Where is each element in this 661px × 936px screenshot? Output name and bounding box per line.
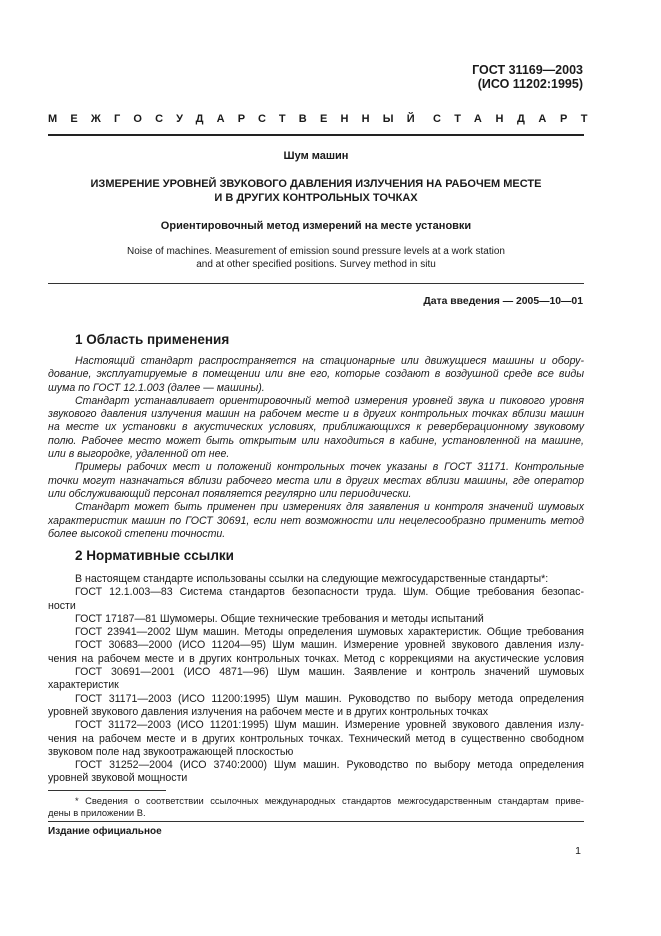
page-number: 1: [575, 845, 581, 857]
banner-rule: [48, 134, 584, 136]
english-title-line2: and at other specified positions. Survey method in situ: [196, 259, 436, 270]
method-title: Ориентировочный метод измерений на месте установки: [160, 220, 472, 232]
s1-line: Примеры рабочих мест и положений контрольных точек указаны в ГОСТ 31171. Контрольные: [75, 461, 584, 474]
title-rule: [48, 283, 584, 284]
s2-line: характеристик: [48, 679, 119, 692]
section2-body: [48, 573, 584, 786]
s1-line: более высокой степени точности.: [48, 527, 226, 540]
s1-line: Настоящий стандарт распространяется на стационарные или движущиеся машины и обору-: [75, 355, 584, 367]
s2-line: чения на рабочем месте и в других контрольных точках. Технический метод в существенно свободном: [48, 732, 584, 745]
s2-line: ГОСТ 30683—2000 (ИСО 11204—95) Шум машин. Измерение уровней звукового давления излу-: [75, 639, 584, 652]
section1-body: [48, 355, 584, 541]
banner-right: СТАНДАРТ: [433, 113, 602, 125]
s1-line: точки могут назначаться вблизи рабочего места или в других местах вблизи машины, где оператор: [48, 474, 584, 487]
s2-line: ГОСТ 30691—2001 (ИСО 4871—96) Шум машин. Заявление и контроль значений шумовых: [75, 666, 584, 679]
standard-code-line1: ГОСТ 31169—2003: [472, 63, 583, 77]
footnote-bottom-rule: [48, 821, 584, 822]
subject-title: Шум машин: [283, 150, 349, 162]
s1-line: на месте их установки в акустических условиях, приближающихся к реверберационному звуковому: [48, 421, 584, 434]
s1-line: полю. Рабочее место может быть открытым или находиться в кабине, установленной на машине,: [48, 434, 584, 447]
s2-line: ГОСТ 17187—81 Шумомеры. Общие технические требования и методы испытаний: [75, 612, 484, 625]
s1-line: или обслуживающий персонал появляется регулярно или периодически.: [48, 487, 412, 500]
edition-label: Издание официальное: [48, 826, 162, 837]
s2-line: чения на рабочем месте и в других контрольных точках. Метод с коррекциями на акустические условия: [48, 652, 584, 665]
footnote: [48, 795, 584, 819]
footnote-rule: [48, 790, 166, 791]
footnote-line2: дены в приложении В.: [48, 807, 146, 818]
s1-line: характеристик машин по ГОСТ 30691, если нет возможности или нецелесообразно применить метод: [48, 514, 584, 527]
s2-line: ГОСТ 23941—2002 Шум машин. Методы определения шумовых характеристик. Общие требования: [75, 626, 584, 639]
s2-line: уровней звуковой мощности: [48, 772, 188, 785]
s1-line: шума по ГОСТ 12.1.003 (далее — машины).: [48, 381, 265, 394]
s1-line: или в выгородке, удаленной от нее.: [48, 448, 230, 461]
s2-line: ГОСТ 12.1.003—83 Система стандартов безопасности труда. Шум. Общие требования безопас-: [75, 586, 584, 599]
s1-line: звукового давления излучения машин на рабочем месте и в других контрольных точках вблизи машин: [48, 408, 584, 421]
section2-heading: 2 Нормативные ссылки: [75, 548, 234, 563]
banner: [48, 113, 602, 125]
s1-line: дование, эксплуатируемые в помещении или вне его, которые создают в воздушной среде все виды: [48, 368, 584, 381]
s2-line: звуковом поле над звукоотражающей плоскостью: [48, 745, 294, 758]
intro-date: Дата введения — 2005—10—01: [423, 296, 583, 307]
english-title: [48, 245, 584, 271]
s2-line: ГОСТ 31171—2003 (ИСО 11200:1995) Шум машин. Руководство по выбору метода определения: [75, 692, 584, 705]
s2-line: В настоящем стандарте использованы ссылки на следующие межгосударственные стандарты*:: [75, 573, 549, 585]
banner-left: МЕЖГОСУДАРСТВЕННЫЙ: [48, 113, 428, 125]
s2-line: уровней звукового давления излучения на рабочем месте и в других контрольных точках: [48, 705, 489, 718]
main-title-line2: И В ДРУГИХ КОНТРОЛЬНЫХ ТОЧКАХ: [214, 192, 418, 204]
standard-code-line2: (ИСО 11202:1995): [477, 77, 583, 91]
english-title-line1: Noise of machines. Measurement of emission sound pressure levels at a work station: [127, 246, 505, 257]
standard-code: [472, 63, 583, 91]
s1-line: Стандарт устанавливает ориентировочный метод измерения уровней звука и пикового уровня: [75, 394, 584, 407]
s2-line: ГОСТ 31252—2004 (ИСО 3740:2000) Шум машин. Руководство по выбору метода определения: [75, 759, 584, 772]
footnote-line1: * Сведения о соответствии ссылочных международных стандартов межгосударственным стандартам приве-: [75, 795, 584, 806]
s2-line: ности: [48, 599, 76, 612]
s2-line: ГОСТ 31172—2003 (ИСО 11201:1995) Шум машин. Измерение уровней звукового давления излу-: [75, 719, 584, 732]
section1-heading: 1 Область применения: [75, 332, 230, 347]
main-title-line1: ИЗМЕРЕНИЕ УРОВНЕЙ ЗВУКОВОГО ДАВЛЕНИЯ ИЗЛУЧЕНИЯ НА РАБОЧЕМ МЕСТЕ: [90, 178, 542, 190]
s1-line: Стандарт может быть применен при измерениях для заявления и контроля значений шумовых: [75, 501, 584, 514]
main-title: [48, 177, 584, 205]
